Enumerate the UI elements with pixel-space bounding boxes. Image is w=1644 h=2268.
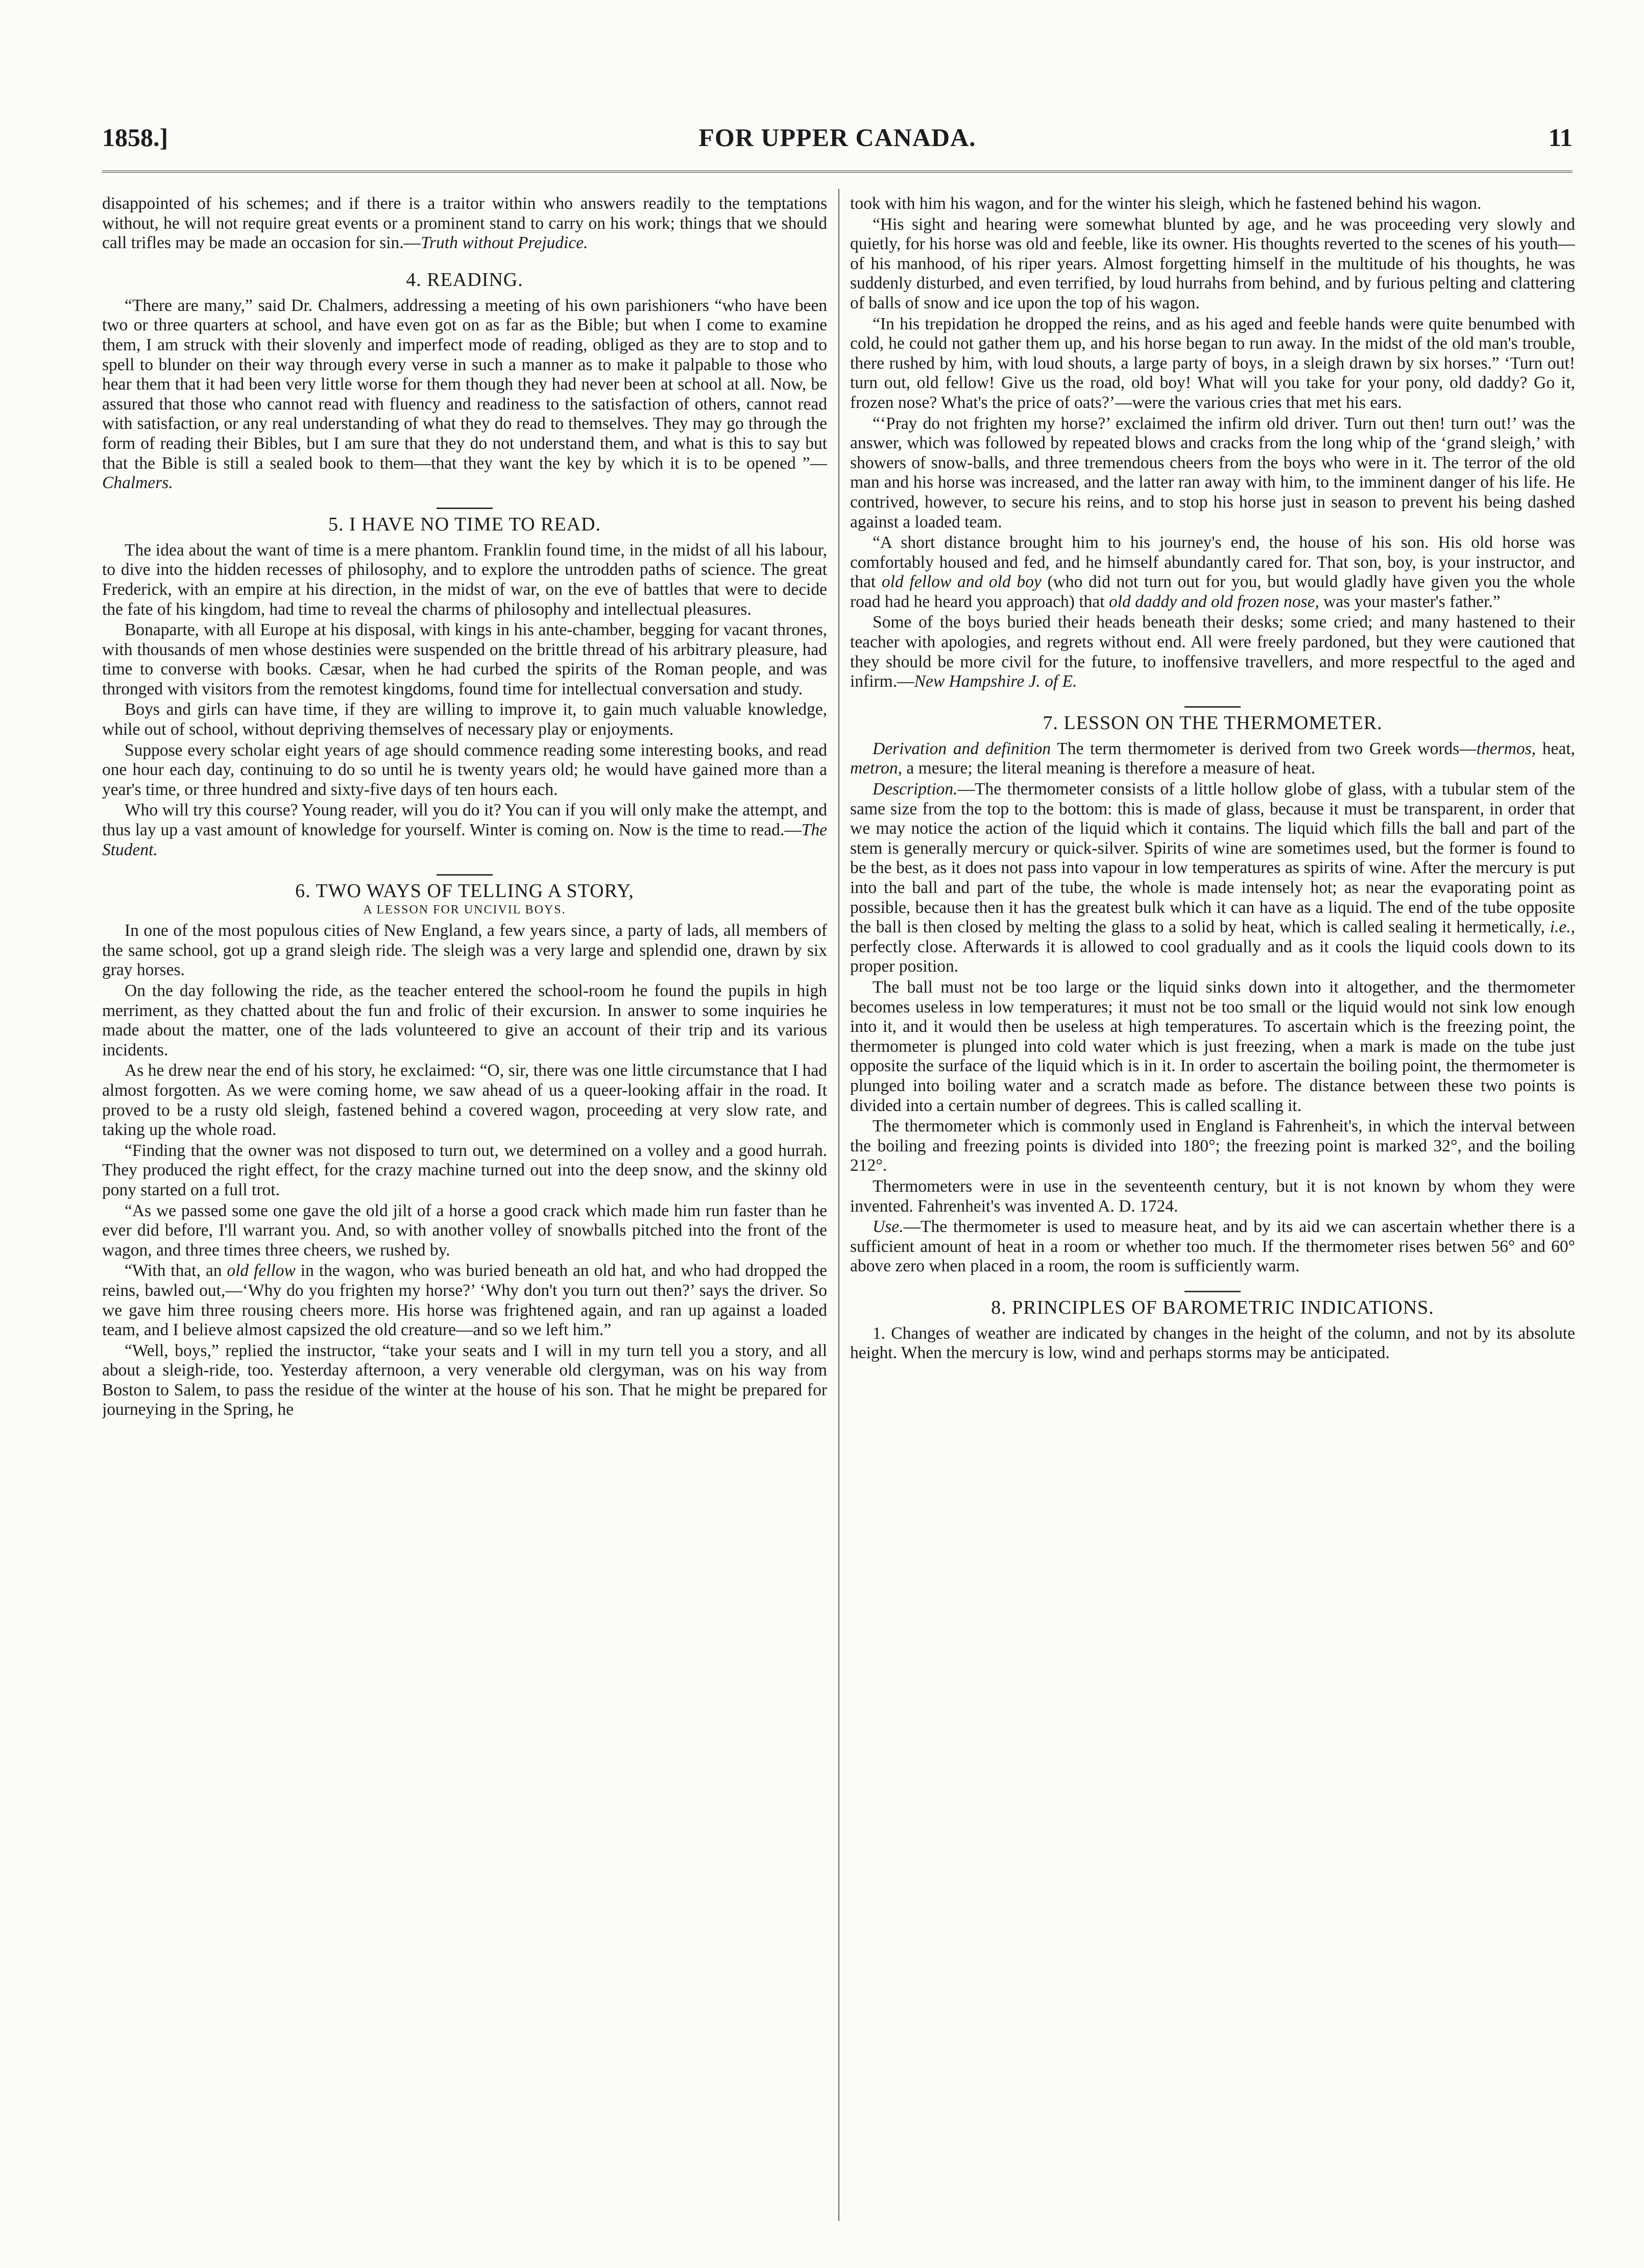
heading-no-time: 5. I HAVE NO TIME TO READ. <box>328 513 601 535</box>
header-title: FOR UPPER CANADA. <box>698 123 976 152</box>
column-divider <box>838 189 839 2221</box>
section-rule <box>1184 706 1241 708</box>
thermometer-derivation: Derivation and definition The term thermometer is derived from two Greek words—thermos, heat, metron, a mesure; the literal meaning is therefore a measure of heat. <box>850 739 1575 778</box>
intro-attribution: Truth without Prejudice. <box>421 233 588 253</box>
story-paragraph-4: “‘Pray do not frighten my horse?’ exclaimed the infirm old driver. Turn out then! turn out!’ was the answer, which was followed by repeated blows and cracks from the long whip of the ‘grand sleigh,’ with showers of snow-balls, and three tremendous cheers from the boys who were in it. The terror of the old man and his horse was increased, and the latter ran away with him, to the imminent danger of his life. He contrived, however, to secure his reins, and to stop his horse just in season to prevent his being dashed against a loaded team. <box>850 414 1575 532</box>
thermometer-use: Use.—The thermometer is used to measure heat, and by its aid we can ascertain whether there is a sufficient amount of heat in a room or whether too much. If the thermometer rises betwen 56° and 60° above zero when placed in a room, the room is sufficiently warm. <box>850 1217 1575 1276</box>
section-rule <box>437 874 493 876</box>
barometric-paragraph-1: 1. Changes of weather are indicated by changes in the height of the column, and not by its absolute height. When the mercury is low, wind and perhaps storms may be anticipated. <box>850 1323 1575 1363</box>
two-ways-paragraph-5: “As we passed some one gave the old jilt of a horse a good crack which made him run faster than he ever did before, I'll warrant you. And, so with another volley of snowballs pitched into the front of the wagon, and three times three cheers, we rushed by. <box>102 1201 827 1260</box>
page-header <box>102 123 1573 163</box>
no-time-paragraph-3: Boys and girls can have time, if they are willing to improve it, to gain much valuable knowledge, while out of school, without depriving themselves of necessary play or enjoyments. <box>102 700 827 739</box>
two-ways-paragraph-7: “Well, boys,” replied the instructor, “take your seats and I will in my turn tell you a story, and all about a sleigh-ride, too. Yesterday afternoon, a very venerable old clergyman, was on his way from Boston to Salem, to pass the residue of the winter at the house of his son. That he might be prepared for journeying in the Spring, he <box>102 1341 827 1419</box>
two-ways-paragraph-2: On the day following the ride, as the teacher entered the school-room he found the pupils in high merriment, as they chatted about the fun and frolic of their excursion. In answer to some inquiries he made about the matter, one of the lads volunteered to give an account of their trip and its various incidents. <box>102 981 827 1059</box>
heading-barometric: 8. PRINCIPLES OF BAROMETRIC INDICATIONS. <box>991 1296 1434 1318</box>
story-paragraph-3: “In his trepidation he dropped the reins, and as his aged and feeble hands were quite benumbed with cold, he could not gather them up, and his horse began to run away. In the midst of the old man's trouble, there rushed by him, with loud shouts, a large party of boys, in a sleigh drawn by six horses.” ‘Turn out! turn out, old fellow! Give us the road, old boy! What will you take for your pony, old daddy? Go it, frozen nose? What's the price of oats?’—were the various cries that met his ears. <box>850 314 1575 412</box>
story-paragraph-1: took with him his wagon, and for the winter his sleigh, which he fastened behind his wagon. <box>850 194 1482 213</box>
two-ways-paragraph-1: In one of the most populous cities of New England, a few years since, a party of lads, all members of the same school, got up a grand sleigh ride. The sleigh was a very large and splendid one, drawn by six gray horses. <box>102 921 827 980</box>
story-paragraph-2: “His sight and hearing were somewhat blunted by age, and he was proceeding very slowly and quietly, for his horse was old and feeble, like its owner. His thoughts reverted to the scenes of his youth—of his manhood, of his riper years. Almost forgetting himself in the multitude of his thoughts, he was suddenly disturbed, and even terrified, by loud hurrahs from behind, and by furious pelting and clattering of balls of snow and ice upon the top of his wagon. <box>850 214 1575 312</box>
reading-attribution: Chalmers. <box>102 473 173 493</box>
heading-thermometer: 7. LESSON ON THE THERMOMETER. <box>1043 712 1383 734</box>
intro-paragraph: disappointed of his schemes; and if there is a traitor within who answers readily to the temptations without, he will not require great events or a prominent stand to carry on his work; things that we should call trifles may be made an occasion for sin.—Truth without Prejudice. <box>102 194 827 253</box>
header-year: 1858.] <box>102 123 168 152</box>
story-paragraph-5: “A short distance brought him to his journey's end, the house of his son. His old horse was comfortably housed and fed, and he himself abundantly cared for. That son, boy, is your instructor, and that old fellow and old boy (who did not turn out for you, but would gladly have given you the whole road had he heard you approach) that old daddy and old frozen nose, was your master's father.” <box>850 533 1575 611</box>
story-attribution: New Hampshire J. of E. <box>914 672 1077 691</box>
section-rule <box>437 508 493 509</box>
two-ways-paragraph-4: “Finding that the owner was not disposed to turn out, we determined on a volley and a good hurrah. They produced the right effect, for the crazy machine turned out into the deep snow, and the skinny old pony started on a full trot. <box>102 1141 827 1199</box>
thermometer-history: Thermometers were in use in the seventeenth century, but it is not known by whom they were invented. Fahrenheit's was invented A. D. 1724. <box>850 1176 1575 1216</box>
no-time-paragraph-4: Suppose every scholar eight years of age should commence reading some interesting books, and read one hour each day, continuing to do so until he is twenty years old; he would have gained more than a year's time, or three hundred and sixty-five days of ten hours each. <box>102 740 827 799</box>
thermometer-ball: The ball must not be too large or the liquid sinks down into it altogether, and the thermometer becomes useless in low temperatures; it must not be too small or the liquid would not sink low enough into it, and it would then be useless at high temperatures. To ascertain which is the freezing point, the thermometer is plunged into cold water which is just freezing, when a mark is made on the tube just opposite the surface of the liquid which is in it. In order to ascertain the boiling point, the thermometer is plunged into boiling water and a scratch made as before. The distance between these two points is divided into a certain number of degrees. This is called scalling it. <box>850 977 1575 1115</box>
heading-reading: 4. READING. <box>406 269 523 291</box>
no-time-paragraph-1: The idea about the want of time is a mere phantom. Franklin found time, in the midst of all his labour, to dive into the hidden recesses of philosophy, and to explore the untrodden paths of science. The great Frederick, with an empire at his direction, in the midst of war, on the eve of battles that were to decide the fate of his kingdom, had time to reveal the charms of philosophy and intellectual pleasures. <box>102 540 827 619</box>
heading-two-ways: 6. TWO WAYS OF TELLING A STORY, <box>295 880 634 902</box>
story-paragraph-6: Some of the boys buried their heads beneath their desks; some cried; and many hastened to their teacher with apologies, and regrets without end. All were freely pardoned, but they were cautioned that they should be more civil for the future, to inoffensive travellers, and more respectful to the aged and infirm.—New Hampshire J. of E. <box>850 613 1575 691</box>
page-number: 11 <box>1548 123 1573 152</box>
two-ways-paragraph-6: “With that, an old fellow in the wagon, who was buried beneath an old hat, and who had dropped the reins, bawled out,—‘Why do you frighten my horse?’ ‘Why don't you turn out then?’ says the driver. So we gave him three rousing cheers more. His horse was frightened again, and ran up against a loaded team, and I believe almost capsized the old creature—and so we left him.” <box>102 1261 827 1340</box>
two-ways-paragraph-3: As he drew near the end of his story, he exclaimed: “O, sir, there was one little circumstance that I had almost forgotten. As we were coming home, we saw ahead of us a queer-looking affair in the road. It proved to be a rusty old sleigh, fastened behind a covered wagon, proceeding at very slow rate, and taking up the whole road. <box>102 1061 827 1140</box>
right-column <box>850 194 1575 2248</box>
header-rule <box>102 171 1573 173</box>
thermometer-fahrenheit: The thermometer which is commonly used in England is Fahrenheit's, in which the interval between the boiling and freezing points is divided into 180°; the freezing point is marked 32°, and the boiling 212°. <box>850 1117 1575 1175</box>
reading-paragraph: “There are many,” said Dr. Chalmers, addressing a meeting of his own parishioners “who have been two or three quarters at school, and have even got on as far as the Bible; but when I come to examine them, I am struck with their slovenly and imperfect mode of reading, obliged as they are to stop and to spell to blunder on their way through every verse in such a manner as to make it palpable to those who hear them that it had been very little worse for them though they had never been at school at all. Now, be assured that those who cannot read with fluency and readiness to the satisfaction of others, cannot read with satisfaction, or any real understanding of what they do read to themselves. They may go through the form of reading their Bibles, but I am sure that they do not understand them, and what is this to say but that the Bible is still a sealed book to them—that they want the key by which it is to be opened ”—Chalmers. <box>102 296 827 493</box>
thermometer-description: Description.—The thermometer consists of a little hollow globe of glass, with a tubular stem of the same size from the top to the bottom: this is made of glass, because it must be transparent, in order that we may notice the action of the liquid which it contains. The liquid which fills the ball and part of the stem is generally mercury or quick-silver. Spirits of wine are sometimes used, but the former is found to be the best, as it does not pass into vapour in low temperatures as spirits of wine. After the mercury is put into the ball and part of the tube, the whole is made intensely hot; as near the evaporating point as possible, because then it has the greatest bulk which it can have as a liquid. The end of the tube opposite the ball is then closed by melting the glass to a solid by heat, which is called sealing it hermetically, i.e., perfectly close. Afterwards it is allowed to cool gradually and as it cools the liquid cools down to its proper position. <box>850 780 1575 976</box>
no-time-paragraph-2: Bonaparte, with all Europe at his disposal, with kings in his ante-chamber, begging for vacant thrones, with thousands of men whose destinies were suspended on the brittle thread of his arbitrary pleasure, had time to converse with books. Cæsar, when he had curbed the spirits of the Roman people, and was thronged with visitors from the remotest kingdoms, found time for intellectual conversation and study. <box>102 620 827 698</box>
section-rule <box>1184 1291 1241 1292</box>
left-column <box>102 194 827 2248</box>
no-time-attribution: The Student. <box>102 821 827 859</box>
two-ways-subheading: A LESSON FOR UNCIVIL BOYS. <box>363 903 566 917</box>
no-time-paragraph-5: Who will try this course? Young reader, will you do it? You can if you will only make the attempt, and thus lay up a vast amount of knowledge for yourself. Winter is coming on. Now is the time to read.—The Student. <box>102 801 827 859</box>
